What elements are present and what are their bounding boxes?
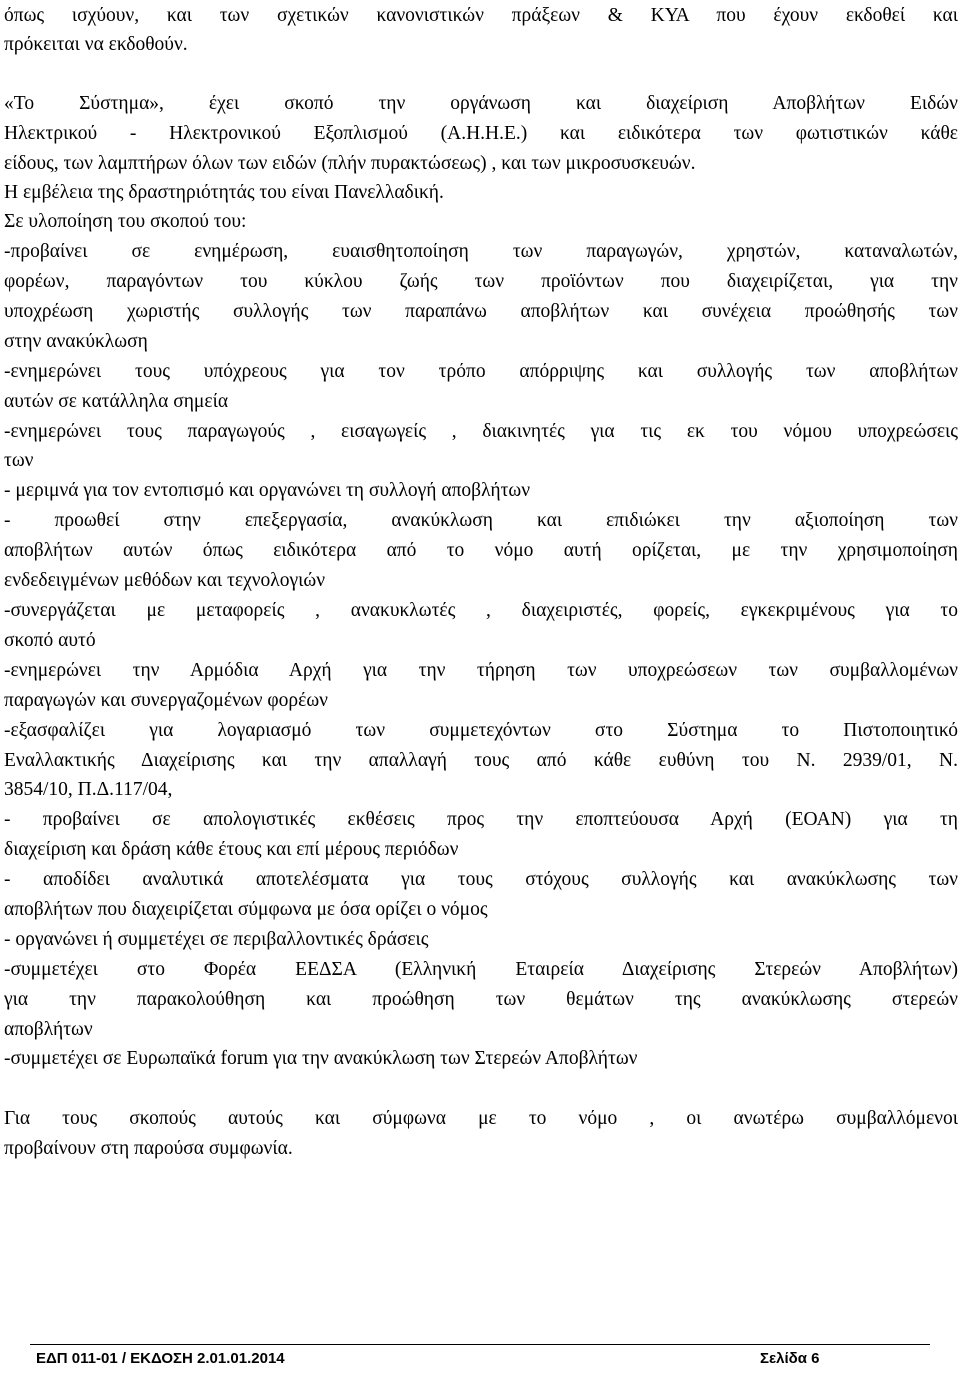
text-line-13: αυτών σε κατάλληλα σημεία: [4, 391, 229, 412]
text-line-30: αποβλήτων που διαχειρίζεται σύμφωνα με όσα ορίζει ο νόμος: [4, 899, 488, 920]
text-line-4: Ηλεκτρικού - Ηλεκτρονικού Εξοπλισμού (Α.Η.Η.Ε.) και ειδικότερα των φωτιστικών κάθε: [4, 123, 958, 144]
text-line-7: Σε υλοποίηση του σκοπού του:: [4, 211, 247, 232]
text-line-11: στην ανακύκλωση: [4, 331, 148, 352]
text-line-21: σκοπό αυτό: [4, 630, 96, 651]
text-line-25: Εναλλακτικής Διαχείρισης και την απαλλαγή τους από κάθε ευθύνη του Ν. 2939/01, Ν.: [4, 750, 958, 771]
text-line-33: για την παρακολούθηση και προώθηση των θεμάτων της ανακύκλωσης στερεών: [4, 989, 958, 1010]
text-line-26: 3854/10, Π.Δ.117/04,: [4, 779, 173, 800]
text-line-14: -ενημερώνει τους παραγωγούς , εισαγωγείς , διακινητές για τις εκ του νόμου υποχρεώσεις: [4, 421, 958, 442]
text-line-27: - προβαίνει σε απολογιστικές εκθέσεις προς την εποπτεύουσα Αρχή (ΕΟΑΝ) για τη: [4, 809, 958, 830]
text-line-22: -ενημερώνει την Αρμόδια Αρχή για την τήρηση των υποχρεώσεων των συμβαλλομένων: [4, 660, 958, 681]
text-line-10: υποχρέωση χωριστής συλλογής των παραπάνω αποβλήτων και συνέχεια προώθησής των: [4, 301, 958, 322]
text-line-24: -εξασφαλίζει για λογαριασμό των συμμετεχόντων στο Σύστημα το Πιστοποιητικό: [4, 720, 958, 741]
text-line-28: διαχείριση και δράση κάθε έτους και επί μέρους περιόδων: [4, 839, 459, 860]
footer-page-label: Σελίδα 6: [760, 1350, 820, 1367]
text-line-29: - αποδίδει αναλυτικά αποτελέσματα για τους στόχους συλλογής και ανακύκλωσης των: [4, 869, 958, 890]
text-line-15: των: [4, 450, 34, 471]
text-line-23: παραγωγών και συνεργαζομένων φορέων: [4, 690, 328, 711]
footer-doc-code: ΕΔΠ 011-01 / ΕΚΔΟΣΗ 2.01.01.2014: [36, 1350, 285, 1367]
footer-divider: [30, 1344, 930, 1345]
text-line-34: αποβλήτων: [4, 1019, 93, 1040]
text-line-20: -συνεργάζεται με μεταφορείς , ανακυκλωτές , διαχειριστές, φορείς, εγκεκριμένους για το: [4, 600, 958, 621]
text-line-18: αποβλήτων αυτών όπως ειδικότερα από το νόμο αυτή ορίζεται, με την χρησιμοποίηση: [4, 540, 958, 561]
text-line-2: πρόκειται να εκδοθούν.: [4, 34, 188, 55]
text-line-17: - προωθεί στην επεξεργασία, ανακύκλωση και επιδιώκει την αξιοποίηση των: [4, 510, 958, 531]
text-line-6: Η εμβέλεια της δραστηριότητάς του είναι Πανελλαδική.: [4, 182, 444, 203]
text-line-35: -συμμετέχει σε Ευρωπαϊκά forum για την ανακύκλωση των Στερεών Αποβλήτων: [4, 1048, 638, 1069]
text-line-31: - οργανώνει ή συμμετέχει σε περιβαλλοντικές δράσεις: [4, 929, 429, 950]
text-line-19: ενδεδειγμένων μεθόδων και τεχνολογιών: [4, 570, 326, 591]
text-line-12: -ενημερώνει τους υπόχρεους για τον τρόπο απόρριψης και συλλογής των αποβλήτων: [4, 361, 958, 382]
text-line-8: -προβαίνει σε ενημέρωση, ευαισθητοποίηση των παραγωγών, χρηστών, καταναλωτών,: [4, 241, 958, 262]
text-line-1: όπως ισχύουν, και των σχετικών κανονιστικών πράξεων & ΚΥΑ που έχουν εκδοθεί και: [4, 5, 958, 26]
text-line-37: προβαίνουν στη παρούσα συμφωνία.: [4, 1138, 293, 1159]
text-line-36: Για τους σκοπούς αυτούς και σύμφωνα με το νόμο , οι ανωτέρω συμβαλλόμενοι: [4, 1108, 958, 1129]
text-line-3: «Το Σύστημα», έχει σκοπό την οργάνωση και διαχείριση Αποβλήτων Ειδών: [4, 93, 958, 114]
text-line-5: είδους, των λαμπτήρων όλων των ειδών (πλήν πυρακτώσεως) , και των μικροσυσκευών.: [4, 153, 696, 174]
text-line-9: φορέων, παραγόντων του κύκλου ζωής των προϊόντων που διαχειρίζεται, για την: [4, 271, 958, 292]
text-line-32: -συμμετέχει στο Φορέα ΕΕΔΣΑ (Ελληνική Εταιρεία Διαχείρισης Στερεών Αποβλήτων): [4, 959, 958, 980]
text-line-16: - μεριμνά για τον εντοπισμό και οργανώνει τη συλλογή αποβλήτων: [4, 480, 531, 501]
